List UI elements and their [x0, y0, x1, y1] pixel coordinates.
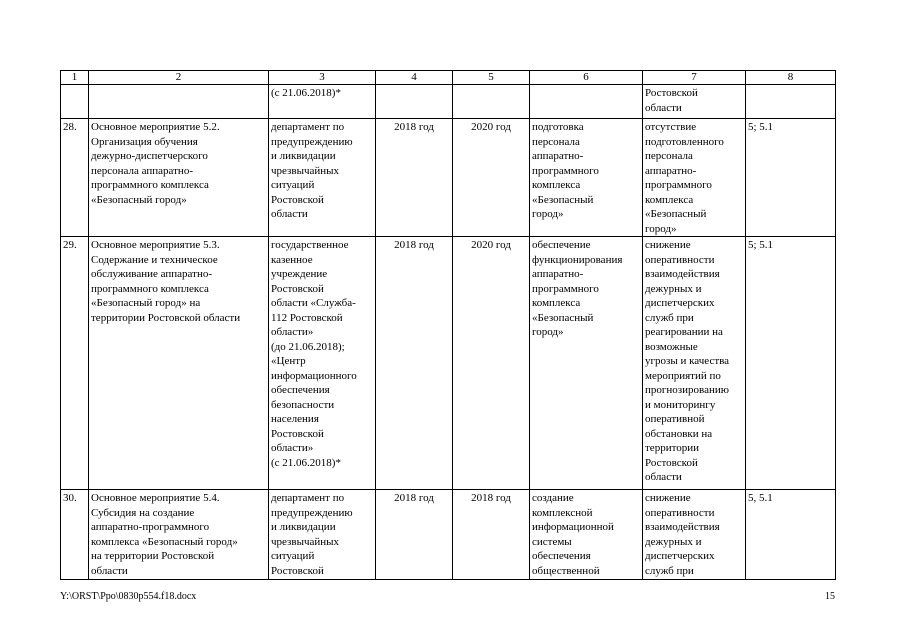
header-cell: 2 — [89, 71, 269, 85]
expected-result — [530, 85, 643, 119]
measures-table — [60, 70, 836, 580]
end-year — [453, 85, 530, 119]
indicator-link: 5; 5.1 — [746, 237, 836, 490]
measure-name — [89, 85, 269, 119]
header-cell: 3 — [269, 71, 376, 85]
header-row — [61, 71, 836, 85]
consequences: снижение оперативности взаимодействия дежурных и диспетчерских служб при — [643, 490, 746, 580]
row-number: 28. — [61, 119, 89, 237]
consequences: снижение оперативности взаимодействия дежурных и диспетчерских служб при реагировании на возможные угрозы и качества мероприятий по прогнозированию и мониторингу оперативной обстановки на территории Ростовской области — [643, 237, 746, 490]
executor: (с 21.06.2018)* — [269, 85, 376, 119]
executor: государственное казенное учреждение Ростовской области «Служба- 112 Ростовской области» (до 21.06.2018); «Центр информационного обеспечения безопасности населения Ростовской области» (с 21.06.2018)* — [269, 237, 376, 490]
end-year: 2020 год — [453, 237, 530, 490]
indicator-link — [746, 85, 836, 119]
end-year: 2018 год — [453, 490, 530, 580]
page-number: 15 — [825, 591, 835, 602]
header-cell: 4 — [376, 71, 453, 85]
executor: департамент по предупреждению и ликвидации чрезвычайных ситуаций Ростовской области — [269, 119, 376, 237]
end-year: 2020 год — [453, 119, 530, 237]
indicator-link: 5; 5.1 — [746, 119, 836, 237]
expected-result: создание комплексной информационной системы обеспечения общественной — [530, 490, 643, 580]
row-number — [61, 85, 89, 119]
row-number: 29. — [61, 237, 89, 490]
executor: департамент по предупреждению и ликвидации чрезвычайных ситуаций Ростовской — [269, 490, 376, 580]
start-year: 2018 год — [376, 119, 453, 237]
header-cell: 7 — [643, 71, 746, 85]
measure-name: Основное мероприятие 5.2. Организация обучения дежурно-диспетчерского персонала аппаратно- программного комплекса «Безопасный город» — [89, 119, 269, 237]
consequences: Ростовской области — [643, 85, 746, 119]
measure-name: Основное мероприятие 5.4. Субсидия на создание аппаратно-программного комплекса «Безопасный город» на территории Ростовской области — [89, 490, 269, 580]
start-year: 2018 год — [376, 490, 453, 580]
consequences: отсутствие подготовленного персонала аппаратно- программного комплекса «Безопасный город» — [643, 119, 746, 237]
table-row — [61, 85, 836, 119]
header-cell: 1 — [61, 71, 89, 85]
measure-name: Основное мероприятие 5.3. Содержание и техническое обслуживание аппаратно- программного комплекса «Безопасный город» на территории Ростовской области — [89, 237, 269, 490]
header-cell: 8 — [746, 71, 836, 85]
table-row — [61, 119, 836, 237]
header-cell: 6 — [530, 71, 643, 85]
expected-result: обеспечение функционирования аппаратно- программного комплекса «Безопасный город» — [530, 237, 643, 490]
table-row — [61, 237, 836, 490]
footer-file-path: Y:\ORST\Ppo\0830p554.f18.docx — [60, 591, 197, 602]
indicator-link: 5, 5.1 — [746, 490, 836, 580]
expected-result: подготовка персонала аппаратно- программного комплекса «Безопасный город» — [530, 119, 643, 237]
header-cell: 5 — [453, 71, 530, 85]
row-number: 30. — [61, 490, 89, 580]
start-year: 2018 год — [376, 237, 453, 490]
start-year — [376, 85, 453, 119]
table-row — [61, 490, 836, 580]
